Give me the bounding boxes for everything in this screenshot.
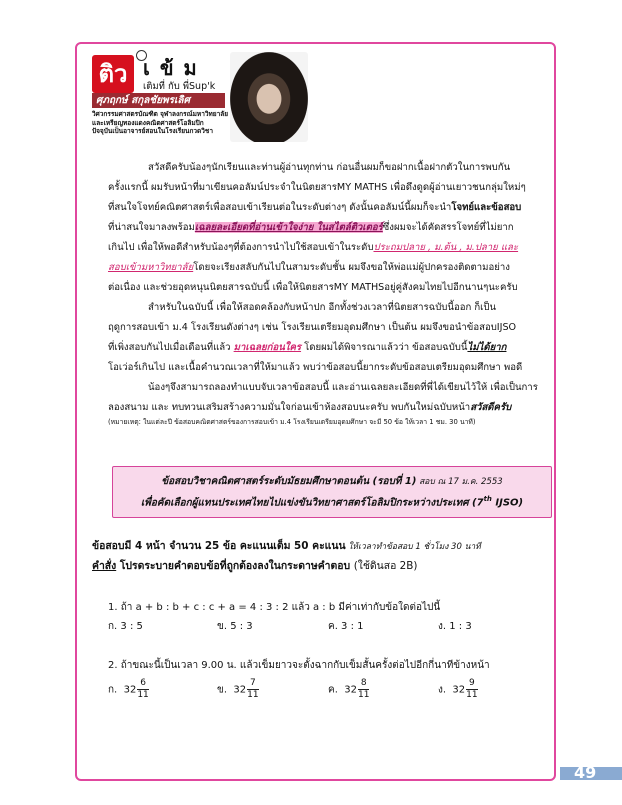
intro-line: ที่สนใจโจทย์คณิตศาสตร์เพื่อสอบเข้าเรียนต่อในระดับต่างๆ ดังนั้นคอลัมน์นี้ผมก็จะนำโจทย์และข้อสอบ (108, 202, 522, 213)
exam-subtitle: เพื่อคัดเลือกผู้แทนประเทศไทยไปแข่งขันวิทยาศาสตร์โอลิมปิกระหว่างประเทศ (7 (140, 497, 484, 509)
q2-choice: ก. 32 $\frac{6}{11}$ (108, 678, 149, 700)
exam-date: สอบ ณ 17 ม.ค. 2553 (416, 477, 503, 487)
intro-line: ครั้งแรกนี้ ผมรับหน้าที่มาเขียนคอลัมน์ประจำในนิตยสารMY MATHS เพื่อดึงดูดผู้อ่านเยาวชนกลุ่มใหม่ๆ (108, 182, 526, 193)
q1-choice: ข. 5 : 3 (217, 621, 253, 632)
exam-instruction: คำสั่ง โปรดระบายคำตอบข้อที่ถูกต้องลงในกระดาษคำตอบ (ใช้ดินสอ 2B) (92, 560, 418, 572)
affiliation-line: ปัจจุบันเป็นอาจารย์สอนในโรงเรียนกวดวิชา (92, 127, 213, 135)
bold-text: โจทย์และข้อสอบ (451, 202, 522, 213)
exam-title: ข้อสอบวิชาคณิตศาสตร์ระดับมัธยมศึกษาตอนต้น (รอบที่ 1) (161, 476, 417, 487)
q2-choice: ค. 32 $\frac{8}{11}$ (328, 678, 370, 700)
author-name: ศุภฤกษ์ สกุลชัยพรเลิศ (92, 93, 225, 108)
intro-line: ที่น่าสนใจมาลงพร้อมเฉลยละเอียดที่อ่านเข้าใจง่าย ในสไตล์ติวเตอร์ซึ่งผมจะได้คัดสรรโจทย์ที่ไม่ยาก (108, 222, 514, 233)
author-photo (230, 52, 308, 142)
question-1: 1. ถ้า a + b : b + c : c + a = 4 : 3 : 2 แล้ว a : b มีค่าเท่ากับข้อใดต่อไปนี้ (108, 602, 441, 613)
affiliation-line: วิศวกรรมศาสตรบัณฑิต จุฬาลงกรณ์มหาวิทยาลัย (92, 110, 229, 118)
q1-choice: ง. 1 : 3 (438, 621, 472, 632)
author-affiliation (92, 110, 232, 136)
question-2: 2. ถ้าขณะนี้เป็นเวลา 9.00 น. แล้วเข็มยาวจะตั้งฉากกับเข็มสั้นครั้งต่อไปอีกกี่นาทีข้างหน้า (108, 660, 490, 671)
logo-tiw: ติว (92, 55, 134, 93)
intro-line: ต่อเนื่อง และช่วยอุดหนุนนิตยสารฉบับนี้ เพื่อให้นิตยสารMY MATHSอยู่คู่สังคมไทยไปอีกนานๆนะครับ (108, 282, 518, 293)
footnote: (หมายเหตุ: ในแต่ละปี ข้อสอบคณิตศาสตร์ของการสอบเข้า ม.4 โรงเรียนเตรียมอุดมศึกษา จะมี 50 ข้อ ให้เวลา 1 ชม. 30 นาที) (108, 418, 476, 426)
q2-choice: ง. 32 $\frac{9}{11}$ (438, 678, 478, 700)
exam-info: ข้อสอบมี 4 หน้า จำนวน 25 ข้อ คะแนนเต็ม 50 คะแนน ให้เวลาทำข้อสอบ 1 ชั่วโมง 30 นาที (92, 540, 481, 552)
page-number: 49 (574, 763, 597, 782)
intro-line: น้องๆจึงสามารถลองทำแบบจับเวลาข้อสอบนี้ และอ่านเฉลยละเอียดที่พี่ได้เขียนไว้ให้ เพื่อเป็นการ (148, 382, 538, 393)
intro-line: สอบเข้ามหาวิทยาลัยโดยจะเรียงสลับกันไปในสามระดับชั้น ผมจึงขอให้พ่อแม่ผู้ปกครองติดตามอย่าง (108, 262, 510, 273)
intro-line: ฤดูการสอบเข้า ม.4 โรงเรียนดังต่างๆ เช่น โรงเรียนเตรียมอุดมศึกษา เป็นต้น ผมจึงขอนำข้อสอบIJSO (108, 322, 517, 333)
q1-choice: ก. 3 : 5 (108, 621, 143, 632)
highlight-text: เฉลยละเอียดที่อ่านเข้าใจง่าย ในสไตล์ติวเตอร์ (194, 222, 383, 233)
logo-subtitle: เติมที่ กับ พี่Sup'k (143, 81, 216, 92)
q2-choice: ข. 32 $\frac{7}{11}$ (217, 678, 259, 700)
level-link: ประถมปลาย , ม.ต้น , ม.ปลาย และ (373, 242, 519, 253)
q1-choice: ค. 3 : 1 (328, 621, 364, 632)
level-link: สอบเข้ามหาวิทยาลัย (108, 262, 194, 273)
logo-khem: เข้ม (143, 56, 207, 80)
bold-text: สวัสดีครับ (470, 402, 512, 413)
exam-title-box: ข้อสอบวิชาคณิตศาสตร์ระดับมัธยมศึกษาตอนต้น (รอบที่ 1) สอบ ณ 17 ม.ค. 2553 เพื่อคัดเลือกผู้แทนประเทศไทยไปแข่งขันวิทยาศาสตร์โอลิมปิกระหว่างประเทศ (7th IJSO) (112, 466, 552, 518)
level-link: มาเฉลยก่อนใคร (233, 342, 302, 353)
intro-line: เกินไป เพื่อให้พอดีสำหรับน้องๆที่ต้องการนำไปใช้สอบเข้าในระดับประถมปลาย , ม.ต้น , ม.ปลาย และ (108, 242, 519, 253)
bold-text: ไม่ได้ยาก (467, 342, 507, 353)
intro-line: โอเว่อร์เกินไป และเนื้อคำนวณเวลาที่ให้มาแล้ว พบว่าข้อสอบนี้ยากระดับข้อสอบเตรียมอุดมศึกษา พอดี (108, 362, 523, 373)
intro-line: สวัสดีครับน้องๆนักเรียนและท่านผู้อ่านทุกท่าน ก่อนอื่นผมก็ขอฝากเนื้อฝากตัวในการพบกัน (148, 162, 511, 173)
intro-line: ลองสนาม และ ทบทวนเสริมสร้างความมั่นใจก่อนเข้าห้องสอบนะครับ พบกันใหม่ฉบับหน้าสวัสดีครับ (108, 402, 512, 413)
intro-line: สำหรับในฉบับนี้ เพื่อให้สอดคล้องกับหน้าปก อีกทั้งช่วงเวลาที่นิตยสารฉบับนี้ออก ก็เป็น (148, 302, 497, 313)
affiliation-line: และเหรียญทองแดงคณิตศาสตร์โอลิมปิก (92, 118, 204, 127)
intro-line: ที่เพิ่งสอบกันไปเมื่อเดือนที่แล้ว มาเฉลยก่อนใคร โดยผมได้พิจารณาแล้วว่า ข้อสอบฉบับนี้ไม่ได้ยาก (108, 342, 507, 353)
